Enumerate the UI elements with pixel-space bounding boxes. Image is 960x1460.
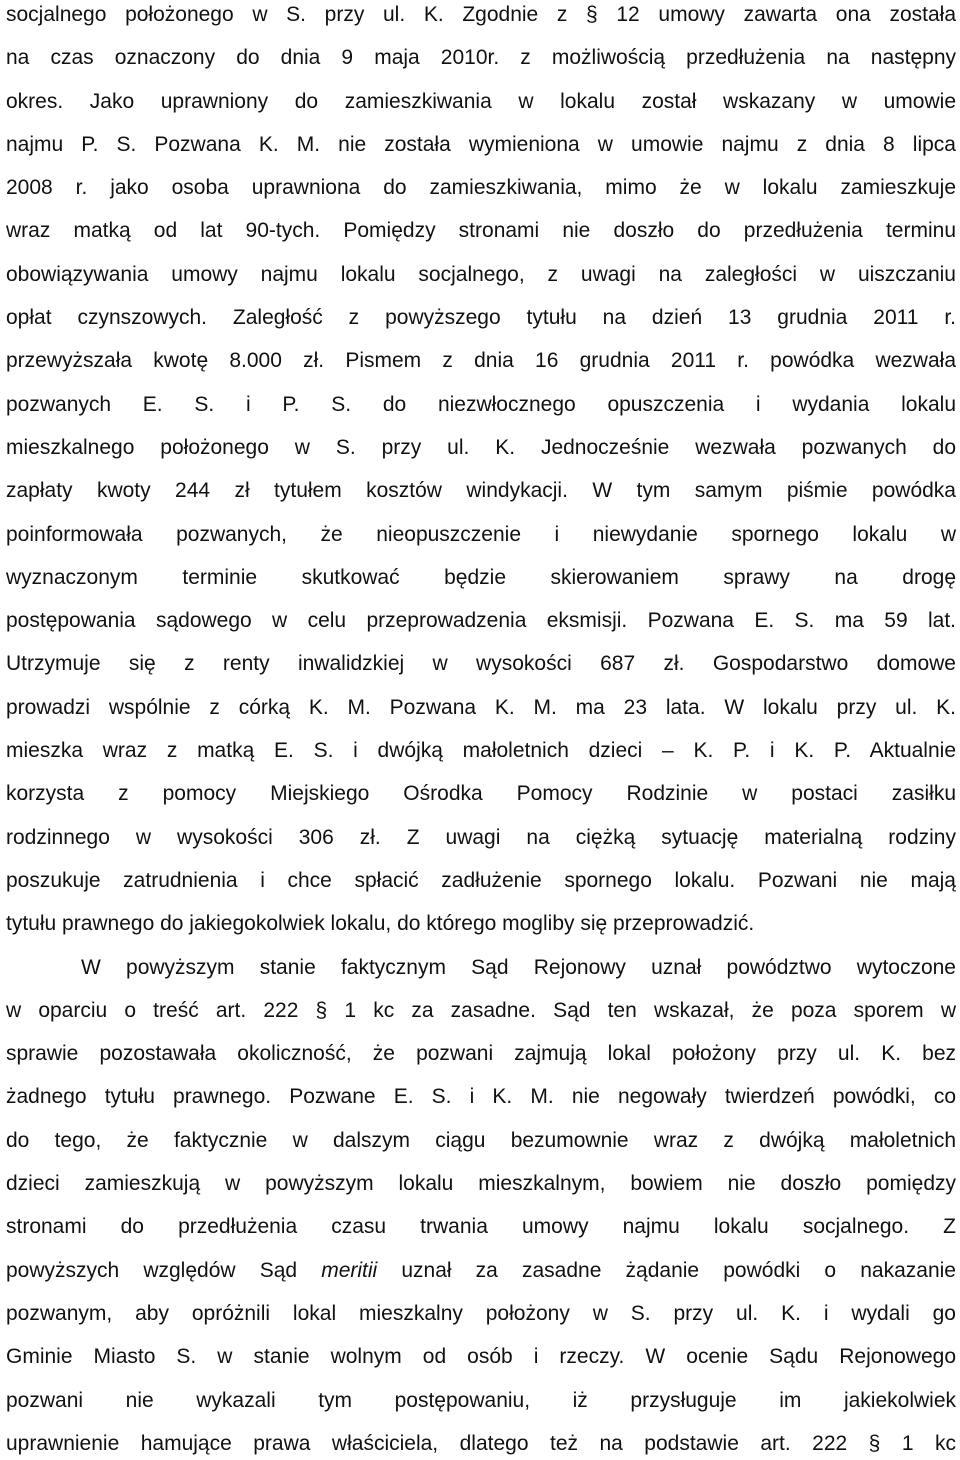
text-line: mieszka wraz z matką E. S. i dwójką małoletnich dzieci – K. P. i K. P. Aktualnie bbox=[6, 739, 956, 763]
text-line: dzieci zamieszkują w powyższym lokalu mieszkalnym, bowiem nie doszło pomiędzy bbox=[6, 1172, 956, 1196]
text-line: do tego, że faktycznie w dalszym ciągu bezumownie wraz z dwójką małoletnich bbox=[6, 1128, 956, 1152]
text-line: wraz matką od lat 90-tych. Pomiędzy stronami nie doszło do przedłużenia terminu bbox=[6, 219, 956, 243]
text-line: postępowania sądowego w celu przeprowadzenia eksmisji. Pozwana E. S. ma 59 lat. bbox=[6, 609, 956, 633]
text-line: prowadzi wspólnie z córką K. M. Pozwana K. M. ma 23 lata. W lokalu przy ul. K. bbox=[6, 695, 956, 719]
text-line: poszukuje zatrudnienia i chce spłacić zadłużenie spornego lokalu. Pozwani nie mają bbox=[6, 868, 956, 892]
text-line: pozwani nie wykazali tym postępowaniu, iż przysługuje im jakiekolwiek bbox=[6, 1388, 956, 1412]
text-line-with-italic bbox=[6, 1249, 956, 1292]
text-segment: powyższych względów Sąd bbox=[6, 1258, 322, 1282]
text-line: żadnego tytułu prawnego. Pozwane E. S. i K. M. nie negowały twierdzeń powódki, co bbox=[6, 1085, 956, 1109]
text-line: na czas oznaczony do dnia 9 maja 2010r. z możliwością przedłużenia na następny bbox=[6, 46, 956, 70]
text-line: okres. Jako uprawniony do zamieszkiwania w lokalu został wskazany w umowie bbox=[6, 89, 956, 113]
text-line: w oparciu o treść art. 222 § 1 kc za zasadne. Sąd ten wskazał, że poza sporem w bbox=[6, 998, 956, 1022]
text-line: obowiązywania umowy najmu lokalu socjalnego, z uwagi na zaległości w uiszczaniu bbox=[6, 262, 956, 286]
text-line: socjalnego położonego w S. przy ul. K. Zgodnie z § 12 umowy zawarta ona została bbox=[6, 3, 956, 26]
text-line: pozwanym, aby opróżnili lokal mieszkalny położony w S. przy ul. K. i wydali go bbox=[6, 1301, 956, 1325]
text-line: W powyższym stanie faktycznym Sąd Rejonowy uznał powództwo wytoczone bbox=[81, 955, 956, 979]
document-page bbox=[6, 0, 956, 1460]
text-line: pozwanych E. S. i P. S. do niezwłocznego opuszczenia i wydania lokalu bbox=[6, 392, 956, 416]
text-line: tytułu prawnego do jakiegokolwiek lokalu, do którego mogliby się przeprowadzić. bbox=[6, 912, 755, 936]
paragraph-court-reasoning bbox=[6, 946, 956, 1460]
text-line: korzysta z pomocy Miejskiego Ośrodka Pomocy Rodzinie w postaci zasiłku bbox=[6, 782, 956, 806]
text-line: rodzinnego w wysokości 306 zł. Z uwagi na ciężką sytuację materialną rodziny bbox=[6, 825, 956, 849]
text-line: sprawie pozostawała okoliczność, że pozwani zajmują lokal położony przy ul. K. bez bbox=[6, 1042, 956, 1066]
text-line: 2008 r. jako osoba uprawniona do zamieszkiwania, mimo że w lokalu zamieszkuje bbox=[6, 176, 956, 200]
text-line: przewyższała kwotę 8.000 zł. Pismem z dnia 16 grudnia 2011 r. powódka wezwała bbox=[6, 349, 956, 373]
paragraph-facts bbox=[6, 0, 956, 946]
text-line: mieszkalnego położonego w S. przy ul. K. Jednocześnie wezwała pozwanych do bbox=[6, 435, 956, 459]
italic-term: meritii bbox=[321, 1258, 378, 1282]
text-segment: uznał za zasadne żądanie powódki o nakazanie bbox=[377, 1258, 956, 1282]
text-line: opłat czynszowych. Zaległość z powyższego tytułu na dzień 13 grudnia 2011 r. bbox=[6, 306, 956, 330]
text-line: poinformowała pozwanych, że nieopuszczenie i niewydanie spornego lokalu w bbox=[6, 522, 956, 546]
text-line: zapłaty kwoty 244 zł tytułem kosztów windykacji. W tym samym piśmie powódka bbox=[6, 479, 956, 503]
text-line: Gminie Miasto S. w stanie wolnym od osób i rzeczy. W ocenie Sądu Rejonowego bbox=[6, 1345, 956, 1369]
text-line: Utrzymuje się z renty inwalidzkiej w wysokości 687 zł. Gospodarstwo domowe bbox=[6, 652, 956, 676]
text-line: uprawnienie hamujące prawa właściciela, dlatego też na podstawie art. 222 § 1 kc bbox=[6, 1431, 956, 1455]
text-line: najmu P. S. Pozwana K. M. nie została wymieniona w umowie najmu z dnia 8 lipca bbox=[6, 132, 956, 156]
text-line: wyznaczonym terminie skutkować będzie skierowaniem sprawy na drogę bbox=[6, 565, 956, 589]
text-line: stronami do przedłużenia czasu trwania umowy najmu lokalu socjalnego. Z bbox=[6, 1215, 956, 1239]
